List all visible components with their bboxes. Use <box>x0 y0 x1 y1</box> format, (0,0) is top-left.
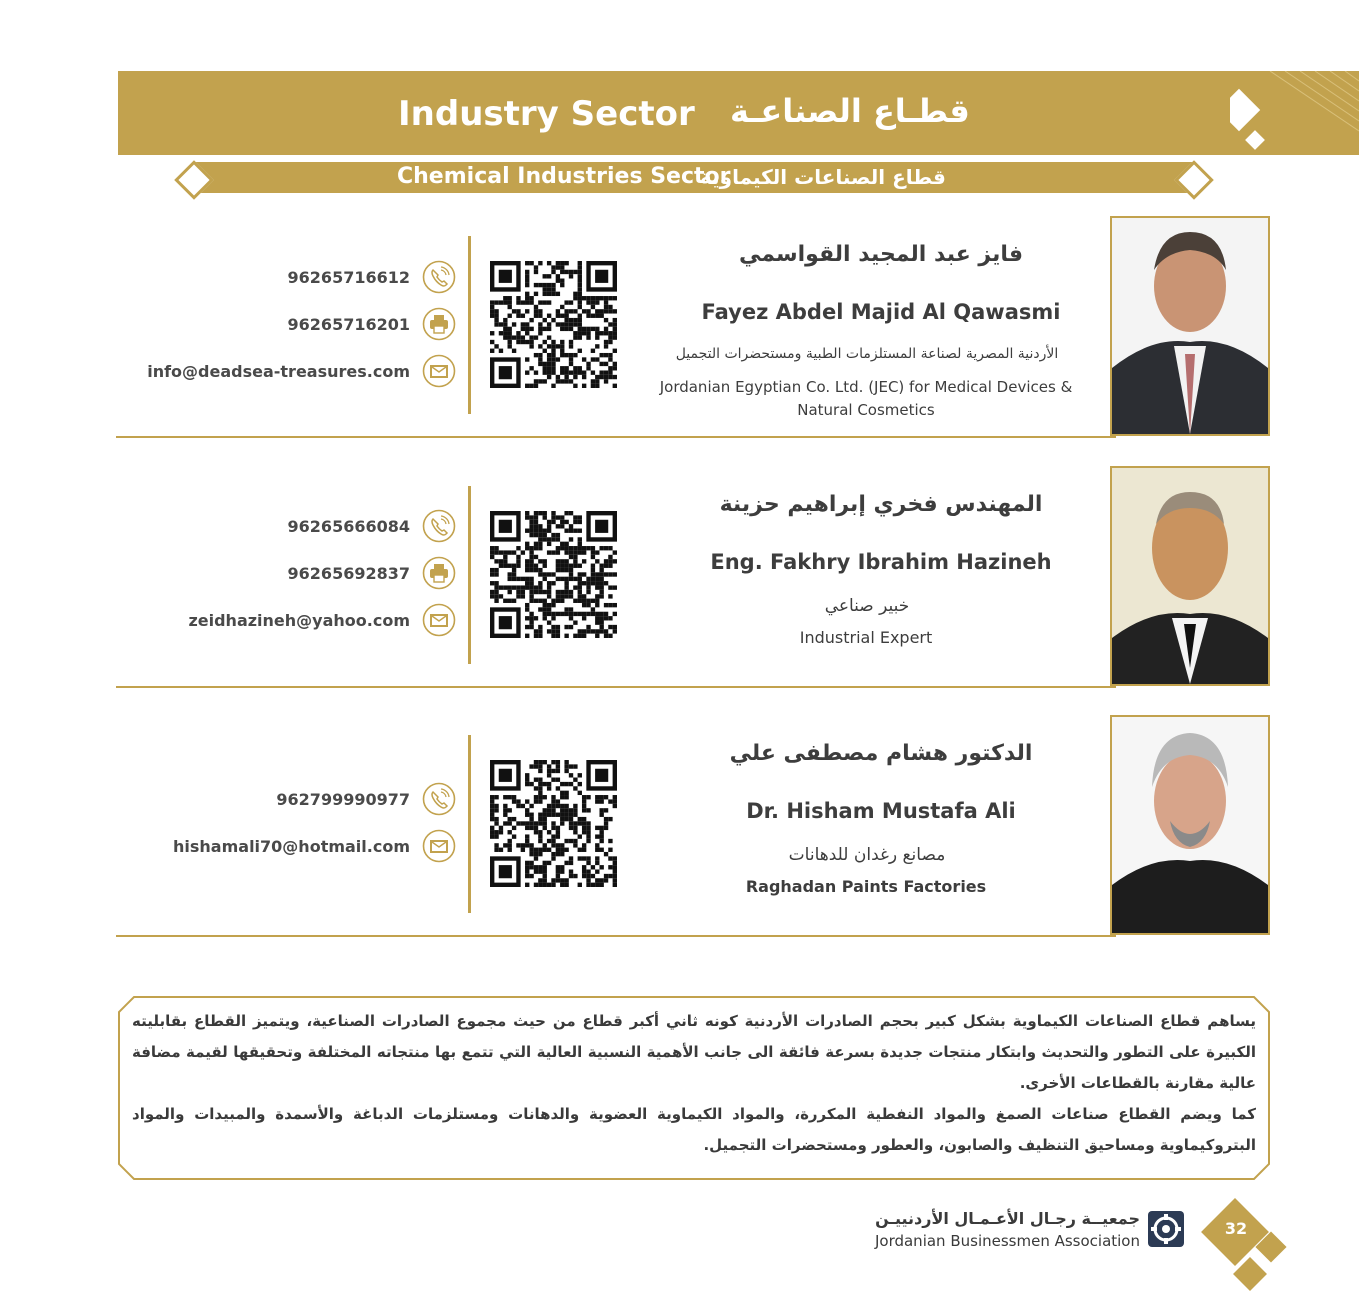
description-paragraph-2: كما ويضم القطاع صناعات الصمغ والمواد النفطية المكررة، والمواد الكيماوية العضوية والدهانات ومستلزمات الدباغة والأسمدة والمبيدات والمواد البتروكيماوية ومساحيق التنظيف والصابون، والعطور ومستحضرات التجميل. <box>132 1105 1256 1154</box>
email-link[interactable]: info@deadsea-treasures.com <box>147 362 410 381</box>
fax-number: 96265692837 <box>287 564 410 583</box>
page-title-ar: قطـاع الصناعـة <box>730 92 970 130</box>
fax-icon <box>422 556 456 590</box>
contact-email <box>116 353 456 393</box>
association-logo-icon <box>1147 1210 1185 1248</box>
row-divider <box>116 935 1116 937</box>
member-org-en: Raghadan Paints Factories <box>745 877 987 896</box>
member-photo <box>1110 216 1270 436</box>
phone-number[interactable]: 96265716612 <box>287 268 410 287</box>
member-org-ar: الأردنية المصرية لصناعة المستلزمات الطبية ومستحضرات التجميل <box>675 346 1059 362</box>
contact-fax <box>116 555 456 595</box>
member-org-en: Jordanian Egyptian Co. Ltd. (JEC) for Medical Devices & Natural Cosmetics <box>659 378 1073 419</box>
separator <box>468 486 471 664</box>
footer-org-en: Jordanian Businessmen Association <box>874 1232 1140 1250</box>
member-card <box>116 715 1270 937</box>
member-org-en: Industrial Expert <box>799 628 933 647</box>
subtitle-ar: قطاع الصناعات الكيماوية <box>700 165 946 189</box>
qr-code[interactable] <box>490 261 617 388</box>
phone-icon <box>422 782 456 816</box>
footer-org-ar: جمعيــة رجـال الأعـمـال الأردنييـن <box>875 1209 1140 1228</box>
contact-phone <box>116 781 456 821</box>
page-number: 32 <box>1224 1219 1248 1238</box>
member-photo <box>1110 466 1270 686</box>
row-divider <box>116 436 1116 438</box>
contact-email <box>116 828 456 868</box>
member-name-ar: فايز عبد المجيد القواسمي <box>738 242 1023 267</box>
phone-number[interactable]: 962799990977 <box>276 790 410 809</box>
member-org-ar: مصانع رغدان للدهانات <box>788 845 946 865</box>
email-link[interactable]: zeidhazineh@yahoo.com <box>188 611 410 630</box>
email-icon <box>422 354 456 388</box>
row-divider <box>116 686 1116 688</box>
subtitle-en: Chemical Industries Sector <box>397 164 731 189</box>
member-card <box>116 466 1270 688</box>
phone-number[interactable]: 96265666084 <box>287 517 410 536</box>
contact-email <box>116 602 456 642</box>
description-paragraph-1: يساهم قطاع الصناعات الكيماوية بشكل كبير بحجم الصادرات الأردنية كونه ثاني أكبر قطاع من حيث مجموع الصادرات الصناعية، ويتميز القطاع بقابليته الكبيرة على التطور والتحديث وابتكار منتجات جديدة بسرعة فائقة الى جانب الأهمية النسبية العالية التي تتمع بها منتجاته المختلفة وتحقيقها لقيمة مضافة عالية مقارنة بالقطاعات الأخرى. <box>132 1012 1256 1092</box>
email-link[interactable]: hishamali70@hotmail.com <box>173 837 410 856</box>
member-card <box>116 216 1270 438</box>
contact-phone <box>116 259 456 299</box>
member-name-en: Eng. Fakhry Ibrahim Hazineh <box>710 550 1052 574</box>
sector-description <box>132 1006 1256 1161</box>
member-name-ar: المهندس فخري إبراهيم حزينة <box>719 492 1043 517</box>
member-name-ar: الدكتور هشام مصطفى علي <box>729 741 1033 766</box>
email-icon <box>422 603 456 637</box>
separator <box>468 236 471 414</box>
member-name-en: Fayez Abdel Majid Al Qawasmi <box>701 300 1061 324</box>
separator <box>468 735 471 913</box>
fax-icon <box>422 307 456 341</box>
page-number-diamonds <box>1196 1196 1306 1296</box>
fax-number: 96265716201 <box>287 315 410 334</box>
header-decoration <box>1230 71 1359 155</box>
email-icon <box>422 829 456 863</box>
qr-code[interactable] <box>490 760 617 887</box>
phone-icon <box>422 260 456 294</box>
member-org-ar: خبير صناعي <box>824 596 910 616</box>
contact-phone <box>116 508 456 548</box>
qr-code[interactable] <box>490 511 617 638</box>
page-title-en: Industry Sector <box>398 94 695 134</box>
phone-icon <box>422 509 456 543</box>
member-name-en: Dr. Hisham Mustafa Ali <box>746 799 1016 823</box>
member-photo <box>1110 715 1270 935</box>
contact-fax <box>116 306 456 346</box>
